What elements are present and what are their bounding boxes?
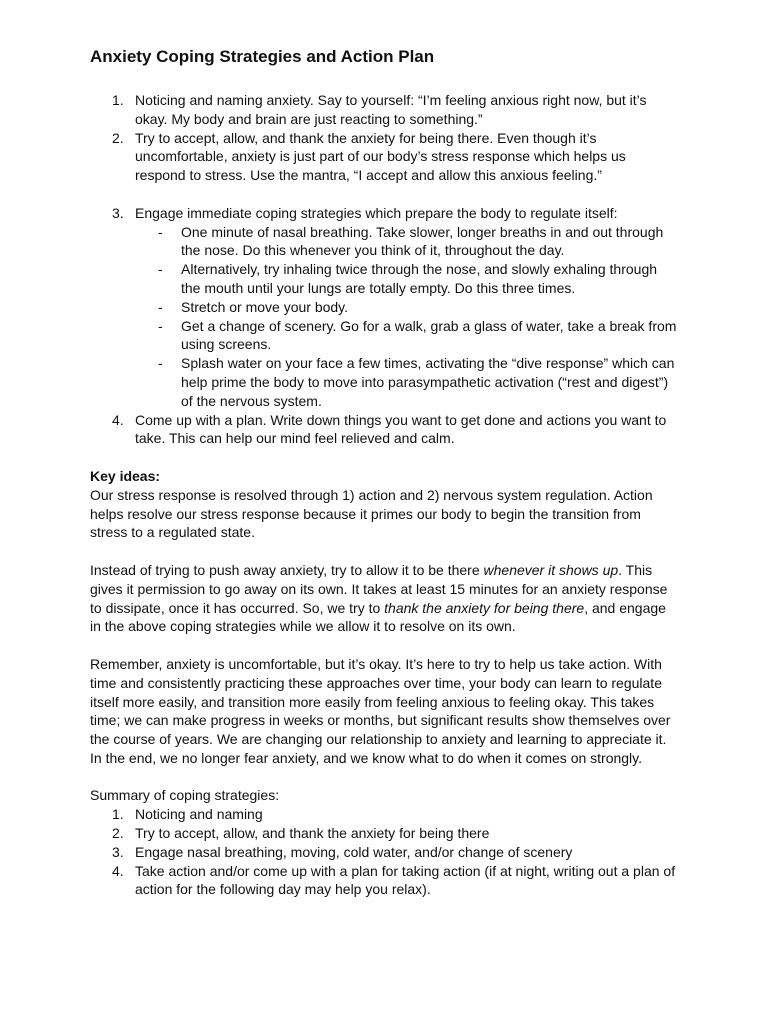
paragraph-text: Instead of trying to push away anxiety, try to allow it to be there (90, 561, 484, 578)
dash-bullet: - (158, 261, 163, 278)
coping-item (135, 317, 680, 355)
summary-list (90, 805, 680, 899)
step-item (90, 204, 680, 223)
step-number: 3. (112, 204, 124, 221)
italic-phrase: thank the anxiety for being there (384, 599, 585, 616)
spacer (90, 542, 680, 561)
spacer (90, 448, 680, 467)
key-ideas-paragraph-1: Our stress response is resolved through 1) action and 2) nervous system regulation. Action helps resolve our stress response because it primes our body to begin the transition from stress to a regulated state. (90, 486, 653, 541)
step-number: 4. (112, 411, 124, 428)
summary-text: Try to accept, allow, and thank the anxiety for being there (135, 825, 490, 842)
step-text: Noticing and naming anxiety. Say to yourself: “I’m feeling anxious right now, but it’s okay. My body and brain are just reacting to something.” (135, 92, 647, 127)
paragraph-text: , and engage in the above coping strategies while we allow it to resolve on its own. (90, 599, 666, 635)
dash-bullet: - (158, 355, 163, 372)
summary-item (90, 805, 680, 824)
step-item (90, 129, 680, 185)
coping-item-text: Stretch or move your body. (181, 298, 349, 315)
coping-item-text: One minute of nasal breathing. Take slower, longer breaths in and out through the nose. Do this whenever you think of it, throughout the day. (181, 223, 664, 259)
coping-item-text: Splash water on your face a few times, activating the “dive response” which can help prime the body to move into parasympathetic activation (“rest and digest”) of the nervous system. (181, 355, 675, 409)
document-title: Anxiety Coping Strategies and Action Plan (90, 47, 435, 66)
coping-item-text: Alternatively, try inhaling twice through the nose, and slowly exhaling through the mouth until your lungs are totally empty. Do this three times. (181, 261, 658, 296)
summary-text: Take action and/or come up with a plan for taking action (if at night, writing out a plan of action for the following day may help you relax). (135, 862, 676, 898)
dash-bullet: - (158, 317, 163, 334)
steps-list-part-2 (90, 204, 680, 223)
key-ideas-paragraph-3: Remember, anxiety is uncomfortable, but it’s okay. It’s here to try to help us take action. With time and consistently practicing these approaches over time, your body can learn to regulate itself more easily, and transition more easily from feeling anxious to feeling okay. This takes time; we can make progress in weeks or months, but significant results show themselves over the course of years. We are changing our relationship to anxiety and learning to appreciate it. In the end, we no longer fear anxiety, and we know what to do when it comes on strongly. (90, 655, 671, 766)
summary-number: 1. (112, 806, 124, 823)
italic-phrase: whenever it shows up (483, 561, 619, 578)
coping-item (135, 354, 680, 410)
coping-item-text: Get a change of scenery. Go for a walk, grab a glass of water, take a break from using screens. (181, 317, 677, 353)
spacer (90, 636, 680, 655)
step-item (90, 411, 680, 449)
key-ideas-paragraph-2 (90, 561, 680, 636)
key-ideas-heading: Key ideas: (90, 467, 161, 484)
spacer (90, 185, 680, 204)
coping-strategies-list (135, 223, 680, 411)
summary-text: Engage nasal breathing, moving, cold water, and/or change of scenery (135, 843, 573, 860)
coping-item (135, 260, 680, 298)
summary-item (90, 843, 680, 862)
step-text: Engage immediate coping strategies which prepare the body to regulate itself: (135, 204, 618, 221)
paragraph-text: . This gives it permission to go away on its own. It takes at least 15 minutes for an anxiety response to dissipate, once it has occurred. So, we try to (90, 561, 668, 616)
coping-item (135, 223, 680, 261)
steps-list-part-3 (90, 411, 680, 449)
steps-list-part-1 (90, 91, 680, 185)
dash-bullet: - (158, 298, 163, 315)
summary-item (90, 862, 680, 900)
summary-number: 3. (112, 843, 124, 860)
coping-item (135, 298, 680, 317)
summary-heading: Summary of coping strategies: (90, 787, 280, 804)
step-text: Come up with a plan. Write down things you want to get done and actions you want to take. This can help our mind feel relieved and calm. (135, 411, 667, 447)
spacer (90, 768, 680, 787)
step-number: 2. (112, 129, 124, 146)
step-item (90, 91, 680, 129)
document-body (90, 91, 680, 899)
step-number: 1. (112, 92, 124, 108)
dash-bullet: - (158, 223, 163, 240)
summary-item (90, 824, 680, 843)
summary-number: 4. (112, 862, 124, 879)
step-text: Try to accept, allow, and thank the anxiety for being there. Even though it’s uncomfortable, anxiety is just part of our body’s stress response which helps us respond to stress. Use the mantra, “I accept and allow this anxious feeling.” (135, 129, 626, 184)
summary-number: 2. (112, 825, 124, 842)
summary-text: Noticing and naming (135, 806, 263, 823)
